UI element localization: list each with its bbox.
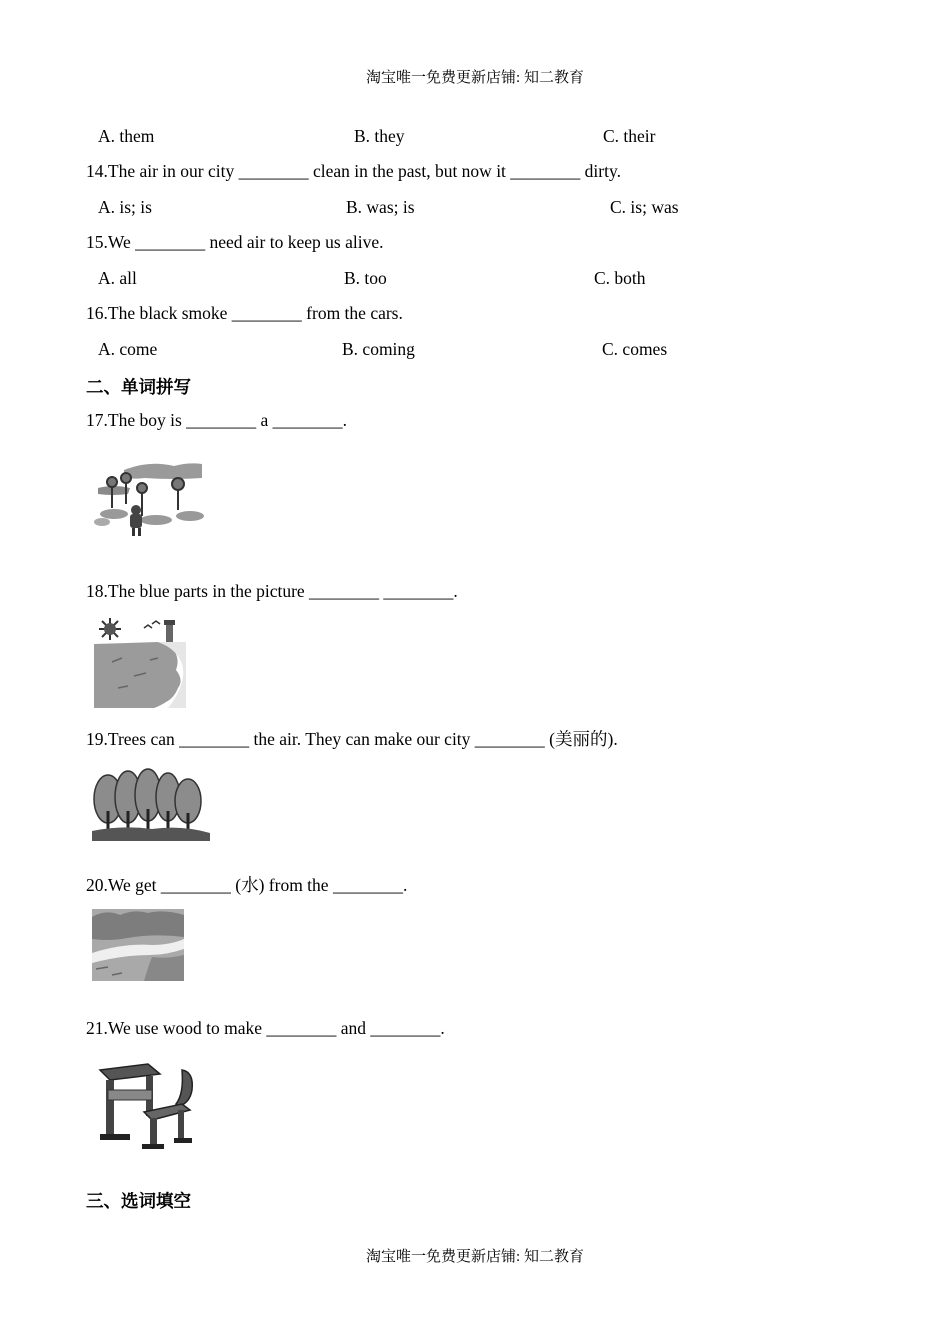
q14-option-b: B. was; is xyxy=(346,197,415,217)
q16-option-b: B. coming xyxy=(342,339,415,359)
trees-image xyxy=(92,767,212,843)
page-footer: 淘宝唯一免费更新店铺: 知二教育 xyxy=(366,1249,584,1265)
q19-text: 19.Trees can ________ the air. They can make our city ________ (美丽的). xyxy=(86,729,618,749)
q15-text: 15.We ________ need air to keep us alive. xyxy=(86,232,384,252)
q18-text: 18.The blue parts in the picture ________ ________. xyxy=(86,581,458,601)
q15-option-b: B. too xyxy=(344,268,387,288)
q16-option-c: C. comes xyxy=(602,339,668,359)
q16-option-a: A. come xyxy=(98,339,158,359)
q17-text: 17.The boy is ________ a ________. xyxy=(86,410,348,430)
planting-trees-image xyxy=(94,458,206,538)
q14-option-c: C. is; was xyxy=(610,197,679,217)
river-image xyxy=(92,909,184,981)
q14-text: 14.The air in our city ________ clean in the past, but now it ________ dirty. xyxy=(86,161,621,181)
sea-image xyxy=(94,616,186,708)
desk-and-chair-image xyxy=(96,1062,200,1154)
page-header: 淘宝唯一免费更新店铺: 知二教育 xyxy=(366,70,584,86)
q20-text: 20.We get ________ (水) from the ________. xyxy=(86,875,408,895)
q13-option-c: C. their xyxy=(603,126,656,146)
section-2-heading: 二、单词拼写 xyxy=(86,377,191,397)
q15-option-a: A. all xyxy=(98,268,137,288)
q13-option-a: A. them xyxy=(98,126,155,146)
q21-text: 21.We use wood to make ________ and ________. xyxy=(86,1018,445,1038)
section-3-heading: 三、选词填空 xyxy=(86,1191,191,1211)
q15-option-c: C. both xyxy=(594,268,646,288)
q13-option-b: B. they xyxy=(354,126,405,146)
q14-option-a: A. is; is xyxy=(98,197,152,217)
q16-text: 16.The black smoke ________ from the cars. xyxy=(86,303,403,323)
